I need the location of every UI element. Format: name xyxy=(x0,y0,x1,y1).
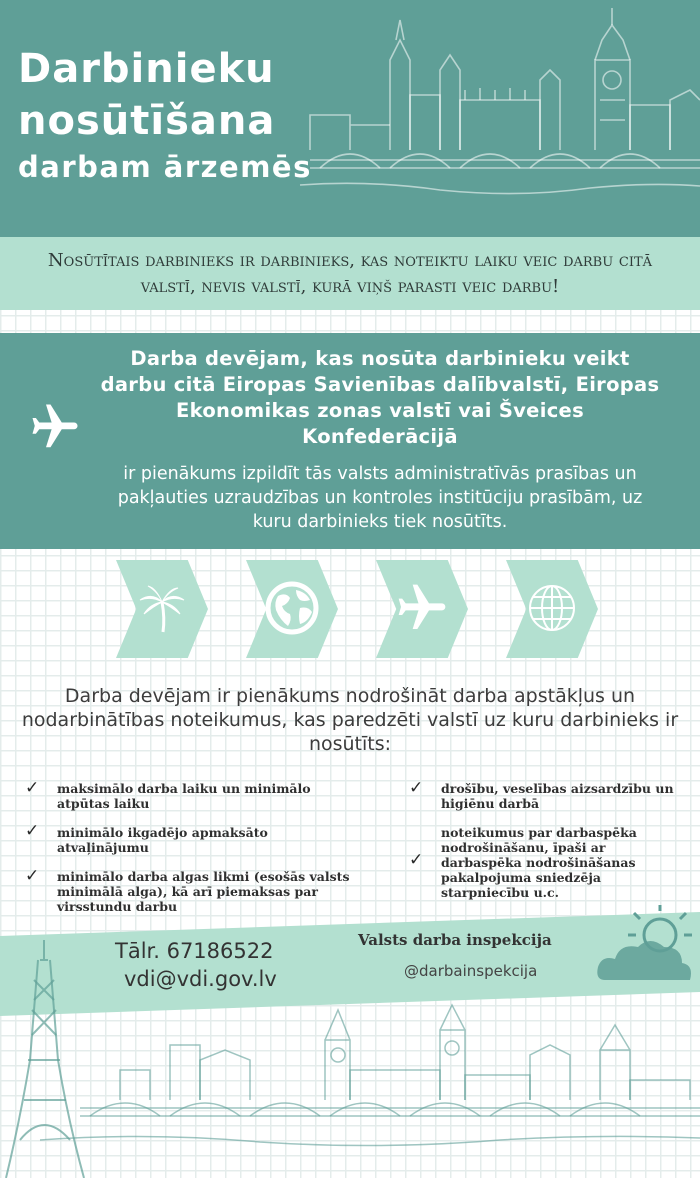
condition-item: maksimālo darba laiku un minimālo atpūtas laiku xyxy=(57,781,311,811)
agency-name: Valsts darba inspekcija xyxy=(358,931,552,949)
airplane-icon xyxy=(394,580,450,636)
palm-tree-icon xyxy=(134,580,190,636)
social-handle[interactable]: @darbainspekcija xyxy=(404,962,538,980)
title-line-3: darbam ārzemēs xyxy=(18,150,312,184)
city-skyline-sketch xyxy=(0,1000,700,1178)
condition-item: minimālo darba algas likmi (esošās valsts minimālā alga), kā arī piemaksas par virsstundu darbu xyxy=(57,869,350,914)
check-icon: ✓ xyxy=(25,778,40,798)
employer-heading: Darba devējam, kas nosūta darbinieku veikt darbu citā Eiropas Savienības dalībvalstī, Eiropas Ekonomikas zonas valstī vai Šveices Konfederācijā xyxy=(100,347,660,448)
sun-cloud-icon xyxy=(590,905,700,995)
employer-obligation-text: ir pienākums izpildīt tās valsts administratīvās prasības un pakļauties uzraudzības un kontroles institūciju prasībām, uz kuru darbinieks tiek nosūtīts. xyxy=(117,464,643,532)
check-icon: ✓ xyxy=(409,778,424,798)
conditions-intro: Darba devējam ir pienākums nodrošināt darba apstākļus un nodarbinātības noteikumus, kas paredzēti valstī uz kuru darbinieks ir nosūtīts: xyxy=(21,685,679,755)
condition-item: drošību, veselības aizsardzību un higiēnu darbā xyxy=(441,781,674,811)
wireframe-globe-icon xyxy=(524,580,580,636)
title-line-1: Darbinieku xyxy=(18,46,275,92)
check-icon: ✓ xyxy=(25,821,40,841)
title-line-2: nosūtīšana xyxy=(18,98,276,144)
condition-item: noteikumus par darbaspēka nodrošināšanu, īpaši ar darbaspēka nodrošināšanas pakalpojuma sniedzēja starpniecību u.c. xyxy=(441,825,637,900)
condition-item: minimālo ikgadējo apmaksāto atvaļinājumu xyxy=(57,825,268,855)
email-address[interactable]: vdi@vdi.gov.lv xyxy=(124,967,277,991)
definition-text: Nosūtītais darbinieks ir darbinieks, kas noteiktu laiku veic darbu citā valstī, nevis valstī, kurā viņš parasti veic darbu! xyxy=(0,237,700,310)
phone-number[interactable]: Tālr. 67186522 xyxy=(115,939,274,963)
airplane-icon xyxy=(27,400,83,454)
london-skyline-sketch xyxy=(290,0,700,237)
check-icon: ✓ xyxy=(409,850,424,870)
earth-globe-icon xyxy=(264,580,320,636)
eiffel-tower-sketch xyxy=(0,940,100,1178)
check-icon: ✓ xyxy=(25,866,40,886)
header-banner xyxy=(0,0,700,237)
